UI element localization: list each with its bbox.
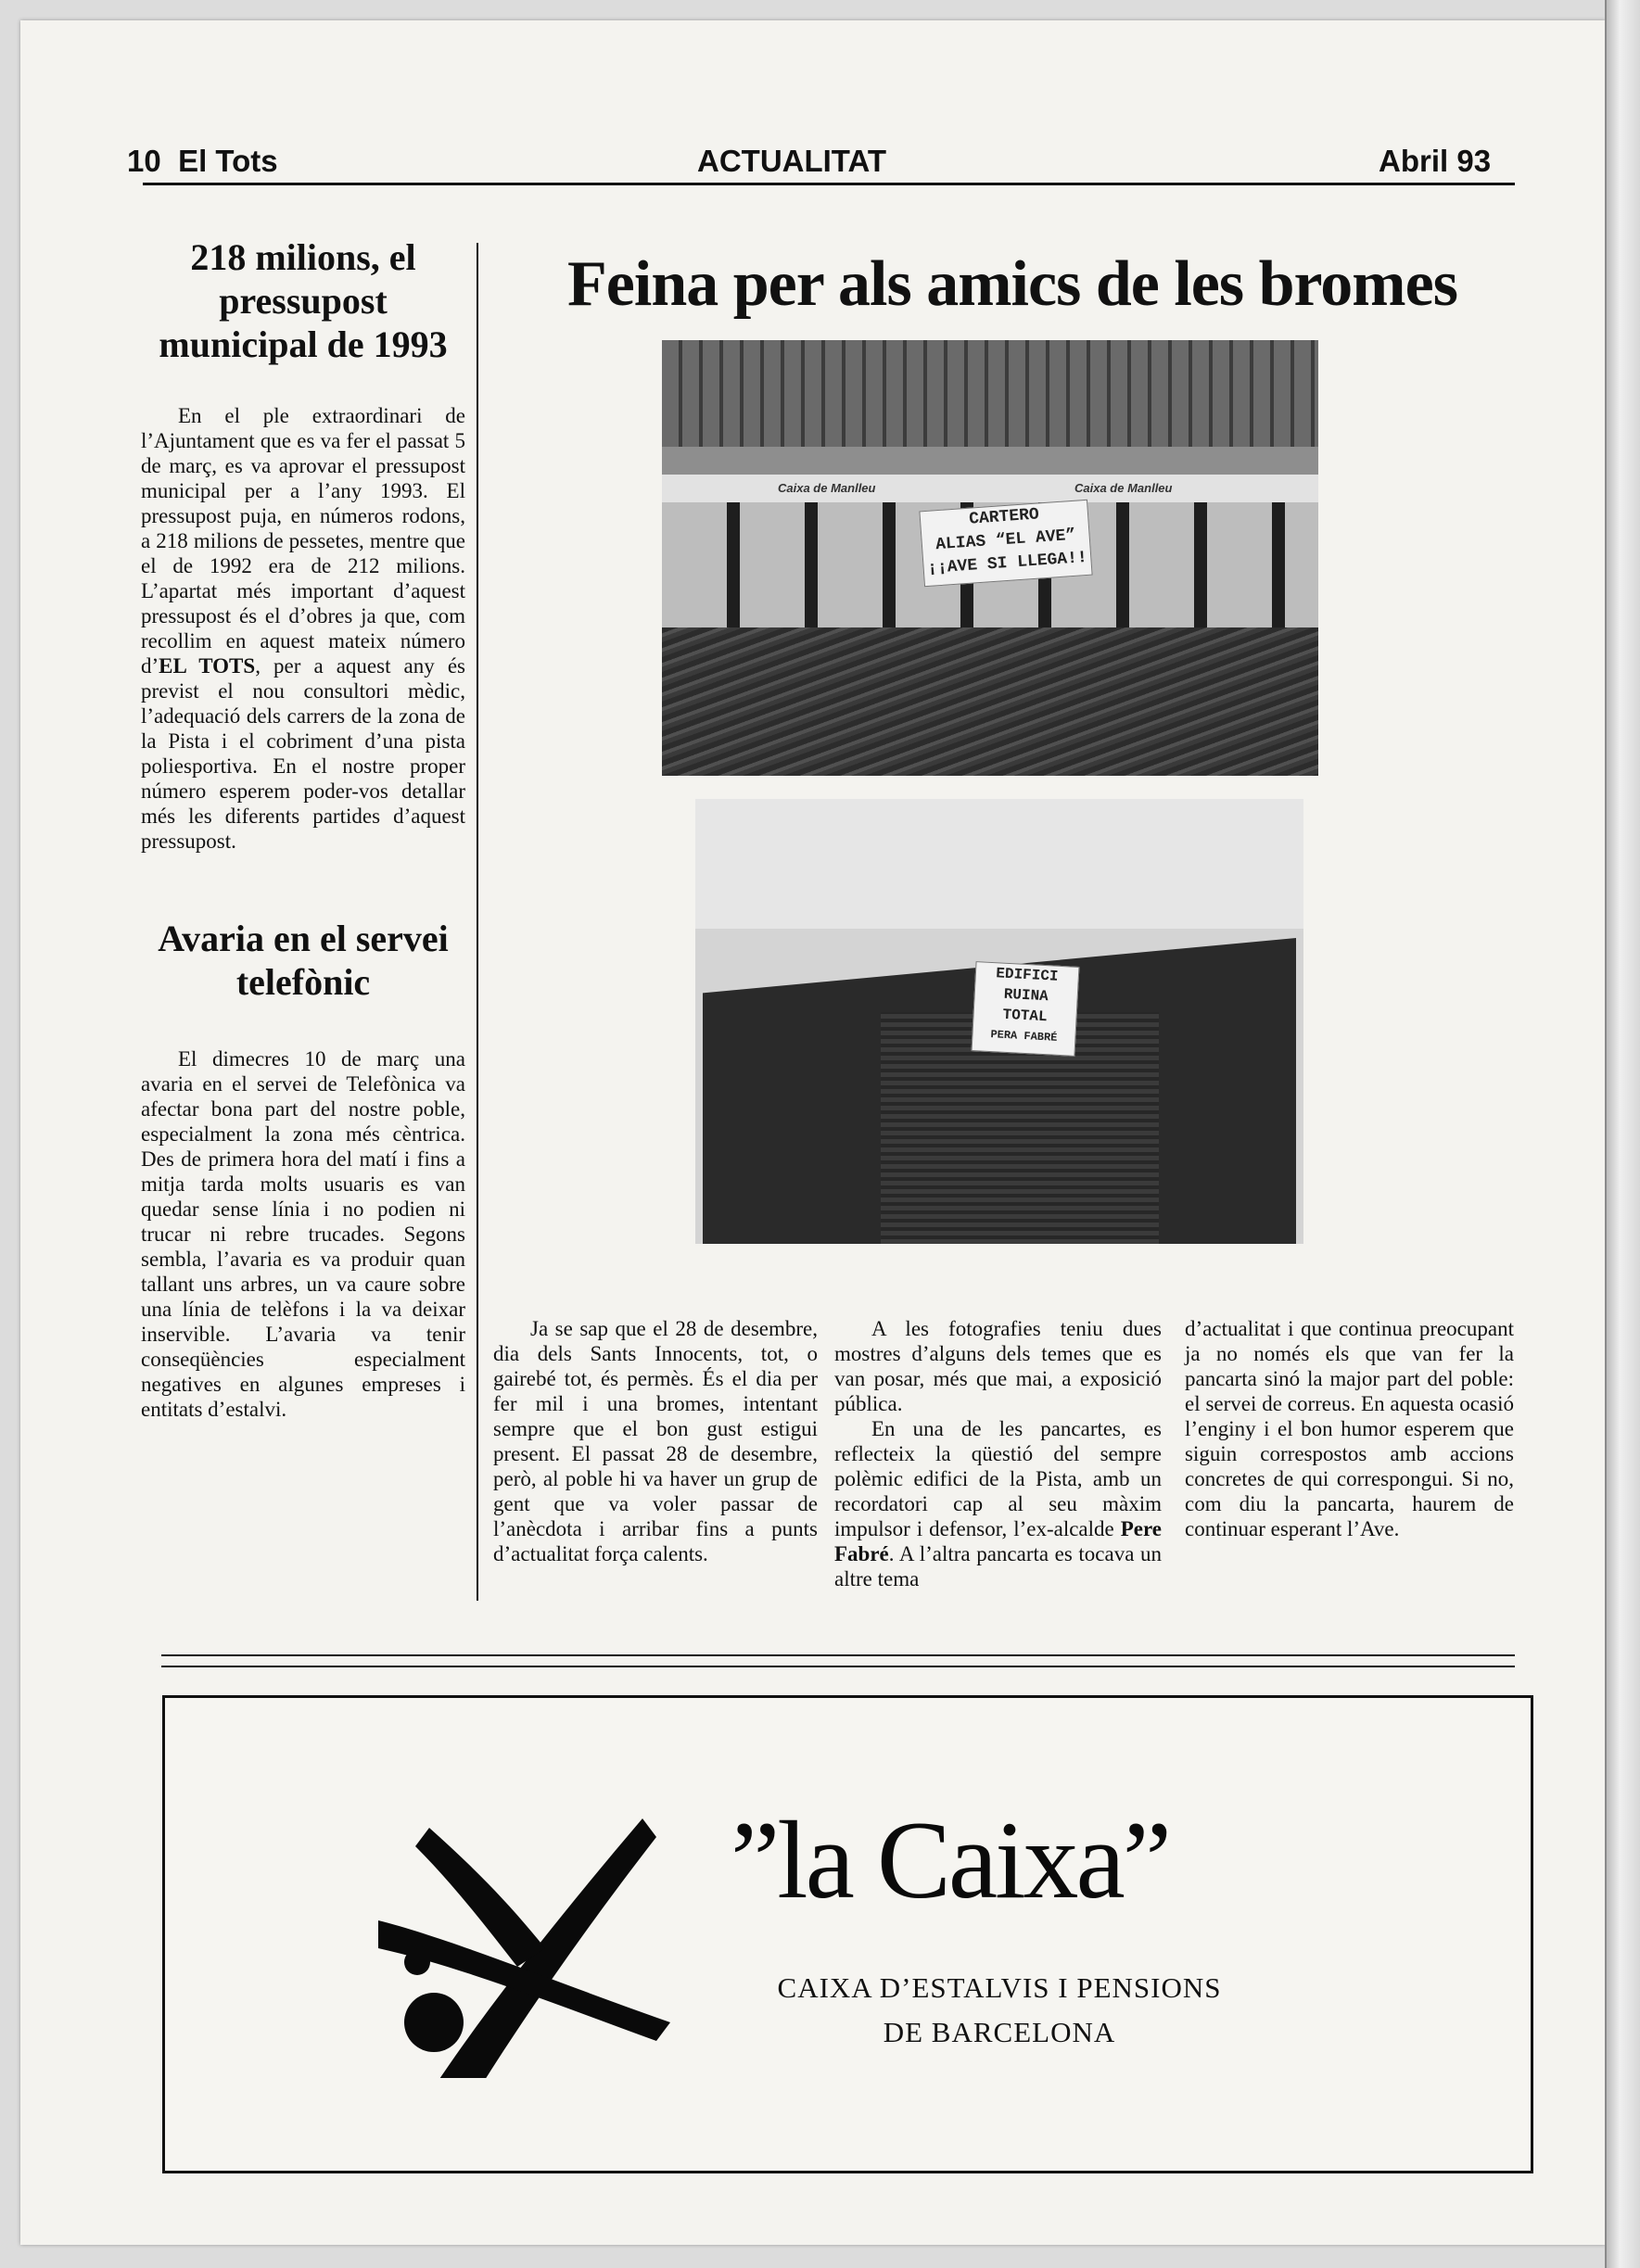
newspaper-page [20, 20, 1606, 2245]
publication-name: El Tots [178, 144, 278, 178]
column-1-text: Ja se sap que el 28 de desembre, dia dels Sants Innocents, tot, o gairebé tot, és permès. És el dia per fer mil i una bromes, intentant sempre que el bon gust estigui present. El passat 28 de desembre, però, al poble hi va haver un grup de gent que va voler passar de l’anècdota i arribar fins a punts d’actualitat força calents. [493, 1317, 818, 1565]
main-headline: Feina per als amics de les bromes [567, 248, 1457, 320]
issue-date: Abril 93 [1379, 144, 1492, 178]
article-column-2 [834, 1316, 1162, 1591]
bank-sign-strip [662, 475, 1318, 502]
photo-bank-facade [662, 340, 1318, 776]
ad-separator-rule-1 [161, 1654, 1515, 1656]
column-3-text: d’actualitat i que continua preocupant ja no només els que van fer la pancarta sinó la major part del poble: el servei de correus. En aquesta ocasió l’enginy i el bon humor esperem que siguin correspostos amb accions concretes de qui correspongui. Si no, com diu la pancarta, haurem de continuar esperant l’Ave. [1185, 1317, 1514, 1540]
photo-ruined-building [695, 799, 1303, 1244]
budget-article-title: 218 milions, el pressupost municipal de 1993 [159, 236, 448, 365]
hedge [662, 627, 1318, 776]
star-logo-icon [378, 1809, 675, 2078]
phone-outage-body: El dimecres 10 de març una avaria en el servei de Telefònica va afectar bona part del nostre poble, especialment la zona més cèntrica. Des de primera hora del matí i fins a mitja tarda molts usuaris es van quedar sense línia i no podien ni trucar ni rebre trucades. Segons sembla, l’avaria es va produir quan tallant uns arbres, un va caure sobre una línia de telèfons i la va deixar inservible. L’avaria va tenir conseqüències especialment negatives en algunes empreses i entitats d’estalvi. [141, 1047, 465, 1421]
sky [695, 799, 1303, 929]
ad-line-1: CAIXA D’ESTALVIS I PENSIONS [777, 1971, 1222, 2004]
article-column-1 [493, 1316, 818, 1566]
phone-outage-title: Avaria en el servei telefònic [158, 918, 449, 1003]
section-title: ACTUALITAT [697, 144, 887, 178]
ad-line-2: DE BARCELONA [883, 2016, 1116, 2048]
bank-sign-right: Caixa de Manlleu [1074, 481, 1173, 495]
budget-article-body: En el ple extraordinari de l’Ajuntament que es va fer el passat 5 de març, es va aprovar el pressupost municipal per a l’any 1993. El pressupost puja, en números rodons, a 218 milions de pessetes, mentre que el de 1992 era de 212 milions. L’apartat més important d’aquest pressupost és el d’obres ja que, com recollim en aquest mateix número d’EL TOTS, per a aquest any és previst el nou consultori mèdic, l’adequació dels carrers de la zona de la Pista i el cobriment d’una pista poliesportiva. En el nostre proper número esperem poder-vos detallar més les diferents partides d’aquest pressupost. [141, 404, 465, 853]
column-2-paragraph-1: A les fotografies teniu dues mostres d’alguns dels temes que es van posar, més que mai, a exposició pública. [834, 1317, 1162, 1415]
la-caixa-advertisement [162, 1695, 1533, 2173]
ex-mayor-name: Pere Fabré [834, 1517, 1162, 1565]
sidebar [141, 235, 465, 1422]
column-2-paragraph-2: En una de les pancartes, es reflecteix la qüestió del sempre polèmic edifici de la Pista, amb un recordatori cap al seu màxim impulsor i defensor, l’ex-alcalde Pere Fabré. A l’altra pancarta es tocava un altre tema [834, 1417, 1162, 1590]
column-divider [477, 243, 478, 1601]
page-number: 10 [127, 144, 161, 178]
page-binding-edge [1605, 0, 1640, 2268]
building-upper-windows [662, 340, 1318, 447]
page-number-and-publication [127, 144, 278, 179]
banner-ruined-building: EDIFICI RUINA TOTAL PERA FABRÉ [972, 961, 1080, 1057]
banner-mail-joke: CARTERO ALIAS “EL AVE” ¡¡AVE SI LLEGA!! [919, 500, 1092, 587]
la-caixa-brand: ”la Caixa” [731, 1798, 1170, 1921]
header-rule [143, 183, 1515, 185]
bank-sign-left: Caixa de Manlleu [778, 481, 876, 495]
building-ledge [662, 447, 1318, 475]
article-column-3 [1185, 1316, 1514, 1541]
publication-name-inline: EL TOTS [159, 654, 256, 678]
ad-separator-rule-2 [161, 1666, 1515, 1667]
